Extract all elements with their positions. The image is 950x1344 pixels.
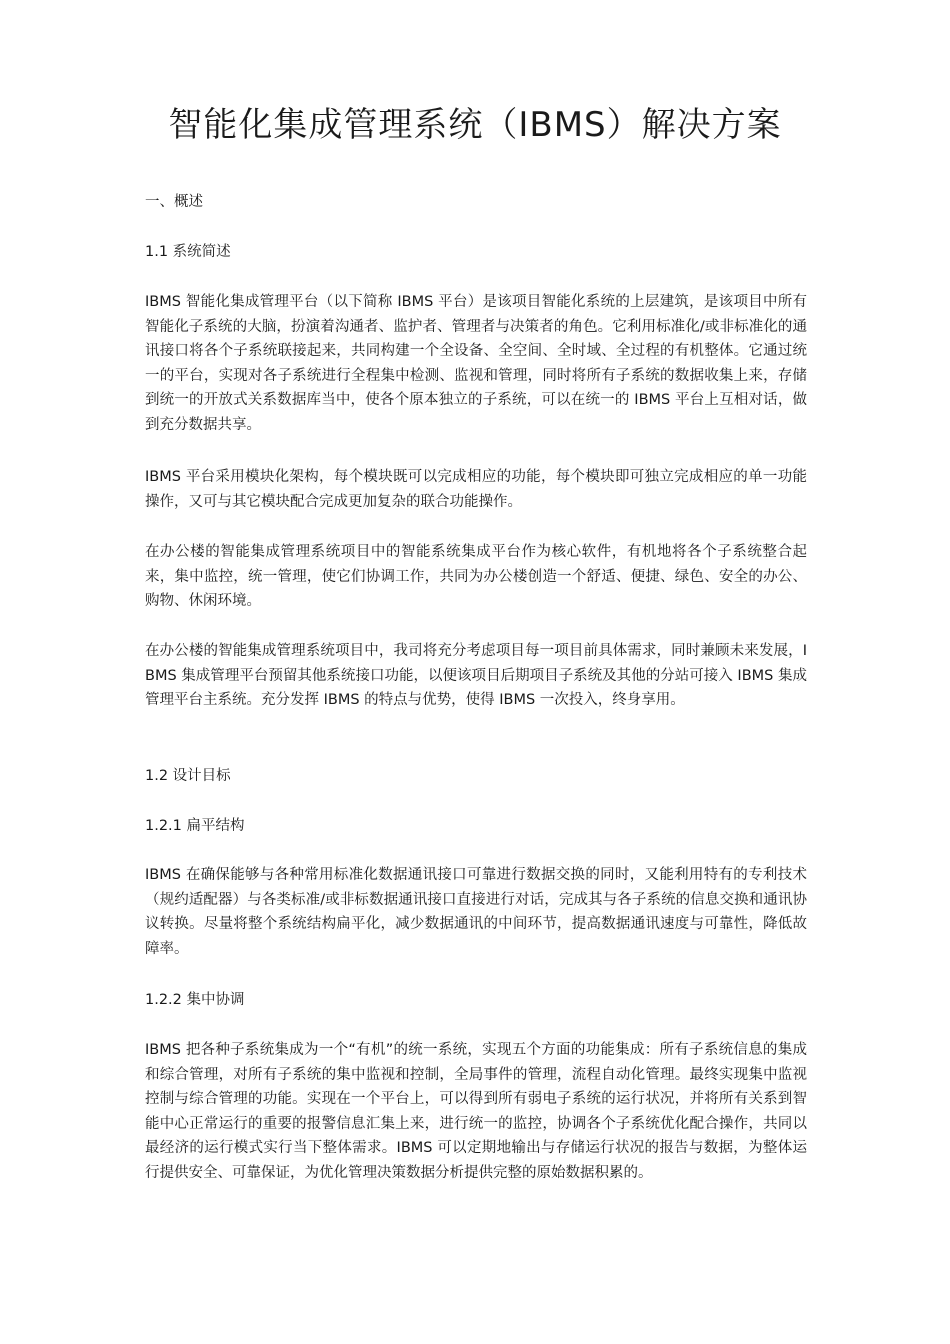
section-heading-overview: 一、概述: [145, 194, 203, 210]
paragraph-central-coordination: IBMS 把各种子系统集成为一个“有机”的统一系统，实现五个方面的功能集成：所有子系统信息的集成和综合管理，对所有子系统的集中监视和控制，全局事件的管理，流程自动化管理。最终实现集中监视控制与综合管理的功能。实现在一个平台上，可以得到所有弱电子系统的运行状况，并将所有关系到智能中心正常运行的重要的报警信息汇集上来，进行统一的监控，协调各个子系统优化配合操作，共同以最经济的运行模式实行当下整体需求。IBMS 可以定期地输出与存储运行状况的报告与数据，为整体运行提供安全、可靠保证，为优化管理决策数据分析提供完整的原始数据积累的。: [145, 1042, 807, 1181]
section-heading-flat-structure: 1.2.1 扁平结构: [145, 818, 245, 834]
section-heading-design-goals: 1.2 设计目标: [145, 768, 231, 784]
document-title: 智能化集成管理系统（IBMS）解决方案: [168, 105, 782, 145]
paragraph-future-expansion: 在办公楼的智能集成管理系统项目中，我司将充分考虑项目每一项目前具体需求，同时兼顾未来发展，IBMS 集成管理平台预留其他系统接口功能，以便该项目后期项目子系统及其他的分站可接入 IBMS 集成管理平台主系统。充分发挥 IBMS 的特点与优势，使得 IBMS 一次投入，终身享用。: [145, 643, 807, 708]
paragraph-ibms-platform-intro: IBMS 智能化集成管理平台（以下简称 IBMS 平台）是该项目智能化系统的上层建筑，是该项目中所有智能化子系统的大脑，扮演着沟通者、监护者、管理者与决策者的角色。它利用标准化/或非标准化的通讯接口将各个子系统联接起来，共同构建一个全设备、全空间、全时域、全过程的有机整体。它通过统一的平台，实现对各子系统进行全程集中检测、监视和管理，同时将所有子系统的数据收集上来，存储到统一的开放式关系数据库当中，使各个原本独立的子系统，可以在统一的 IBMS 平台上互相对话，做到充分数据共享。: [145, 294, 807, 433]
section-heading-central-coordination: 1.2.2 集中协调: [145, 992, 245, 1008]
section-heading-system-overview: 1.1 系统简述: [145, 244, 231, 260]
paragraph-modular-architecture: IBMS 平台采用模块化架构，每个模块既可以完成相应的功能，每个模块即可独立完成相应的单一功能操作，又可与其它模块配合完成更加复杂的联合功能操作。: [145, 469, 807, 510]
paragraph-flat-structure: IBMS 在确保能够与各种常用标准化数据通讯接口可靠进行数据交换的同时，又能利用特有的专利技术（规约适配器）与各类标准/或非标数据通讯接口直接进行对话，完成其与各子系统的信息交换和通讯协议转换。尽量将整个系统结构扁平化，减少数据通讯的中间环节，提高数据通讯速度与可靠性，降低故障率。: [145, 867, 807, 957]
paragraph-core-software: 在办公楼的智能集成管理系统项目中的智能系统集成平台作为核心软件，有机地将各个子系统整合起来，集中监控，统一管理，使它们协调工作，共同为办公楼创造一个舒适、便捷、绿色、安全的办公、购物、休闲环境。: [145, 544, 807, 609]
